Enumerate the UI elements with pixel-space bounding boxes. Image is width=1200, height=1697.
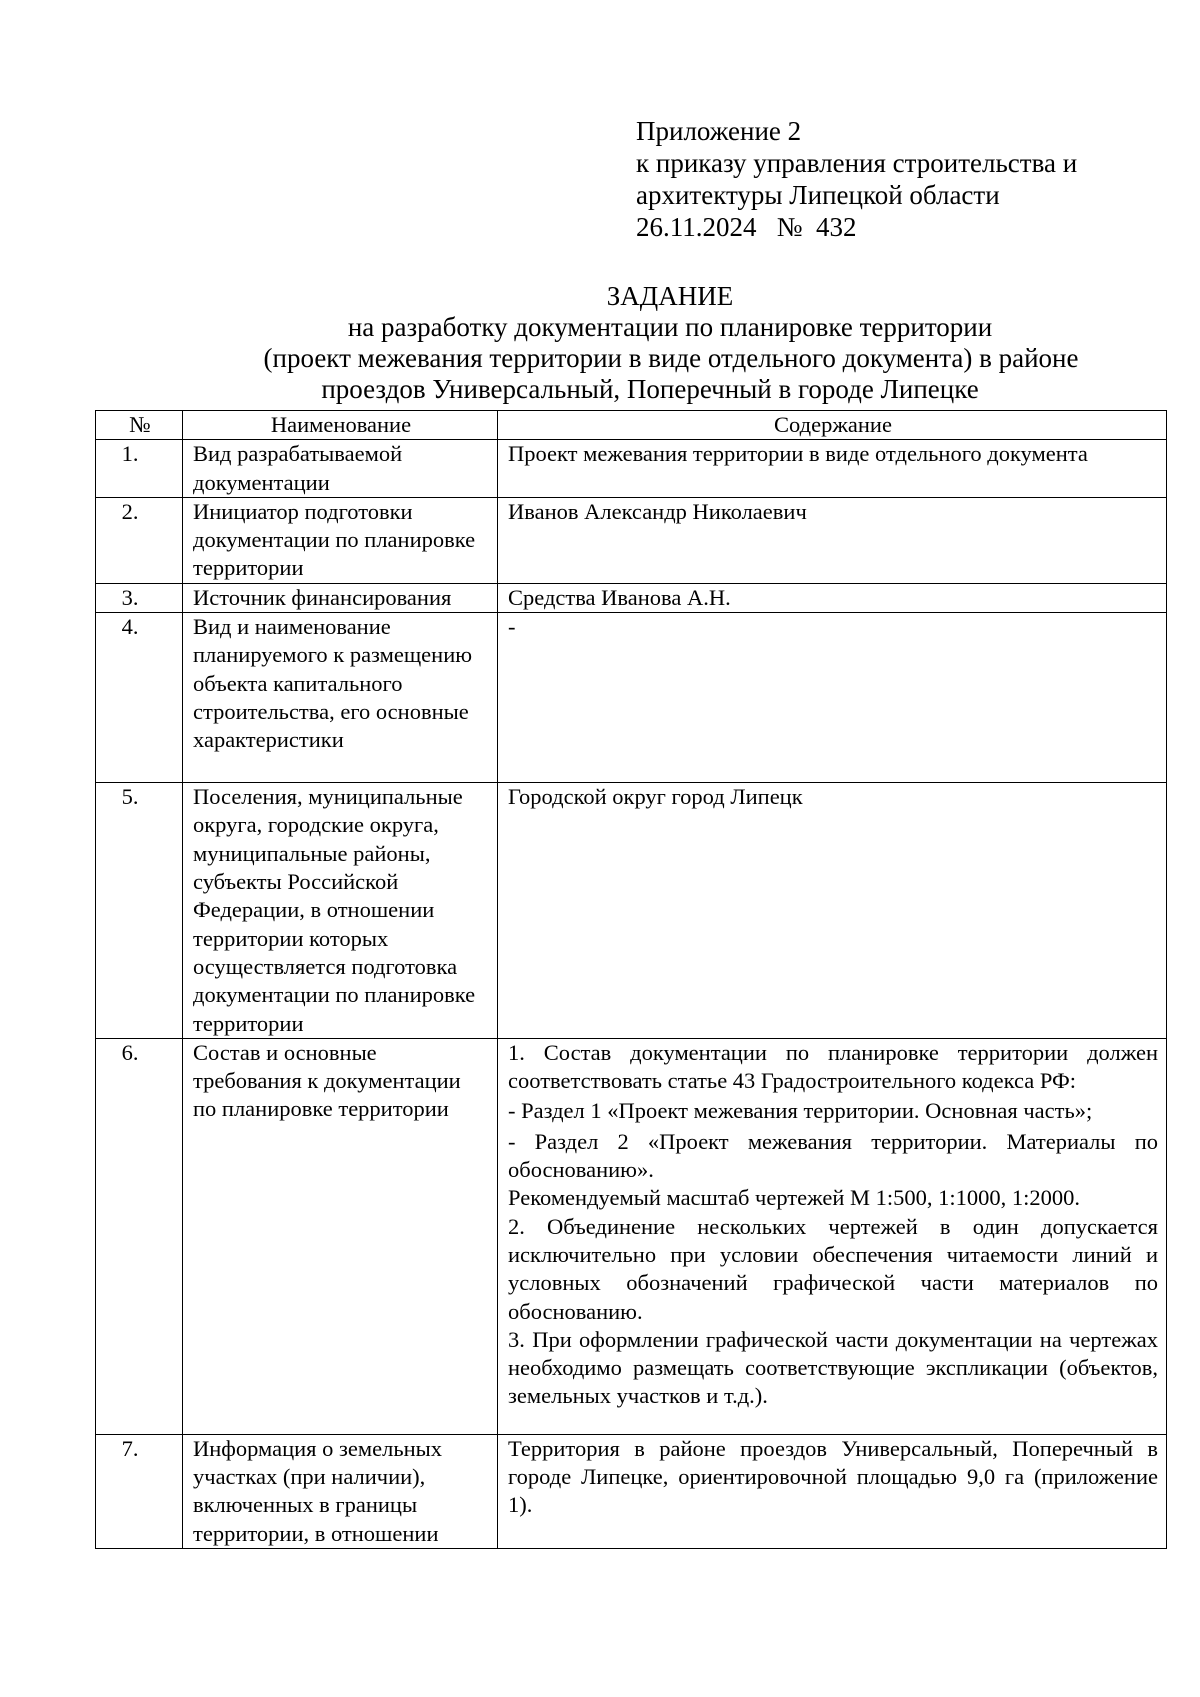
- table-row: [96, 583, 1167, 612]
- row-content: Территория в районе проездов Универсальный, Поперечный в городе Липецке, ориентировочной площадью 9,0 га (приложение 1).: [498, 1434, 1167, 1548]
- row-name: Вид разрабатываемой документации: [183, 440, 498, 498]
- appendix-block: [636, 115, 1156, 243]
- task-table: [95, 410, 1167, 1549]
- row-name: Инициатор подготовки документации по планировке территории: [183, 497, 498, 583]
- appendix-line: Приложение 2: [636, 116, 802, 146]
- document-subtitle-line: (проект межевания территории в виде отдельного документа) в районе: [263, 343, 1079, 373]
- row-number: 7.: [96, 1434, 183, 1548]
- appendix-line: архитектуры Липецкой области: [636, 180, 1000, 210]
- row-number: 2.: [96, 497, 183, 583]
- document-subtitle-line: на разработку документации по планировке территории: [347, 312, 993, 342]
- row-content: [498, 1038, 1167, 1434]
- appendix-line: к приказу управления строительства и: [636, 148, 1078, 178]
- table-row: [96, 497, 1167, 583]
- row-number: 3.: [96, 583, 183, 612]
- row-content: Городской округ город Липецк: [498, 783, 1167, 1039]
- row-number: 1.: [96, 440, 183, 498]
- row-name: Информация о земельных участках (при наличии), включенных в границы территории, в отношении: [183, 1434, 498, 1548]
- row-number: 5.: [96, 783, 183, 1039]
- content-paragraph: - Раздел 2 «Проект межевания территории. Материалы по обоснованию».: [508, 1128, 1158, 1183]
- table-row: [96, 1434, 1167, 1548]
- content-paragraph: Рекомендуемый масштаб чертежей М 1:500, 1:1000, 1:2000.: [508, 1185, 1081, 1211]
- content-paragraph: 1. Состав документации по планировке территории должен соответствовать статье 43 Градостроительного кодекса РФ:: [508, 1039, 1158, 1094]
- table-row: [96, 440, 1167, 498]
- content-paragraph: - Раздел 1 «Проект межевания территории. Основная часть»;: [508, 1098, 1093, 1124]
- row-number: 4.: [96, 613, 183, 783]
- header-num: №: [96, 411, 183, 440]
- header-content: Содержание: [498, 411, 1167, 440]
- table-header-row: [96, 411, 1167, 440]
- content-paragraph: 3. При оформлении графической части документации на чертежах необходимо размещать соответствующие экспликации (объектов, земельных участков и т.д.).: [508, 1326, 1158, 1409]
- row-content: Проект межевания территории в виде отдельного документа: [498, 440, 1167, 498]
- row-name: Состав и основные требования к документации по планировке территории: [183, 1038, 498, 1434]
- row-name: Поселения, муниципальные округа, городские округа, муниципальные районы, субъекты Российской Федерации, в отношении территории которых осуществляется подготовка документации по планировке территории: [183, 783, 498, 1039]
- document-title: ЗАДАНИЕ: [606, 281, 734, 311]
- content-paragraph: 2. Объединение нескольких чертежей в один допускается исключительно при условии обеспечения читаемости линий и условных обозначений графической части материалов по обоснованию.: [508, 1213, 1158, 1324]
- table-row: [96, 783, 1167, 1039]
- row-name: Источник финансирования: [183, 583, 498, 612]
- document-subtitle-line: проездов Универсальный, Поперечный в городе Липецке: [321, 374, 979, 404]
- row-content: Иванов Александр Николаевич: [498, 497, 1167, 583]
- row-content: Средства Иванова А.Н.: [498, 583, 1167, 612]
- row-content: -: [498, 613, 1167, 783]
- row-number: 6.: [96, 1038, 183, 1434]
- table-row: [96, 1038, 1167, 1434]
- appendix-date-number: 26.11.2024 № 432: [636, 212, 857, 242]
- row-name: Вид и наименование планируемого к размещению объекта капитального строительства, его основные характеристики: [183, 613, 498, 783]
- table-row: [96, 613, 1167, 783]
- header-name: Наименование: [183, 411, 498, 440]
- document-heading: [150, 281, 1190, 405]
